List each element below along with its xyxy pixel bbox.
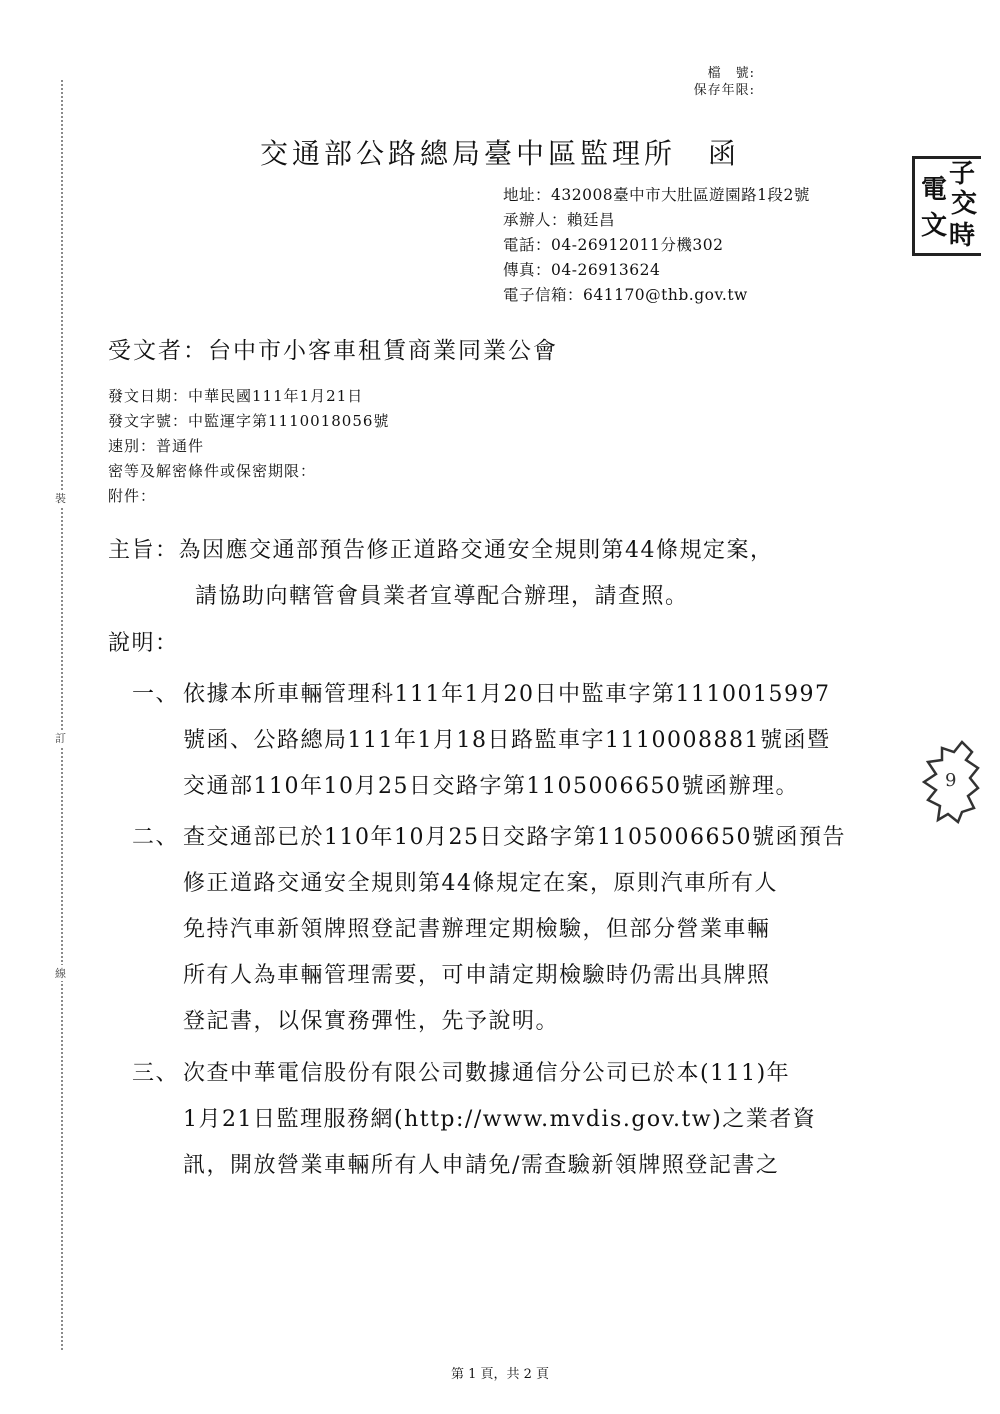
binding-mark-line: 線 <box>55 967 66 980</box>
item-line: 修正道路交通安全規則第44條規定在案，原則汽車所有人 <box>183 871 778 896</box>
contact-phone: 電話：04-26912011分機302 <box>503 236 724 254</box>
document-number: 發文字號：中監運字第1110018056號 <box>108 412 390 430</box>
stamp-char: 交 <box>951 189 978 219</box>
contact-address: 地址：432008臺中市大肚區遊園路1段2號 <box>503 186 810 204</box>
issue-date: 發文日期：中華民國111年1月21日 <box>108 387 364 405</box>
item-line: 訊，開放營業車輛所有人申請免/需查驗新領牌照登記書之 <box>183 1153 780 1178</box>
security-level: 密等及解密條件或保密期限： <box>108 462 317 480</box>
item-line: 依據本所車輛管理科111年1月20日中監車字第1110015997 <box>183 682 831 707</box>
item-line: 1月21日監理服務網(http://www.mvdis.gov.tw)之業者資 <box>183 1107 817 1132</box>
item-line: 免持汽車新領牌照登記書辦理定期檢驗，但部分營業車輛 <box>183 917 771 942</box>
item-line: 查交通部已於110年10月25日交路字第1105006650號函預告 <box>183 825 846 850</box>
seal-number: 9 <box>945 770 957 791</box>
binding-dotted-line <box>61 80 63 1350</box>
retention-label: 保存年限: <box>693 83 755 98</box>
item-line: 交通部110年10月25日交路字第1105006650號函辦理。 <box>183 774 799 799</box>
contact-officer: 承辦人：賴廷昌 <box>503 211 616 229</box>
stamp-char: 子 <box>949 159 976 189</box>
attachment: 附件： <box>108 487 157 505</box>
document-title: 交通部公路總局臺中區監理所 函 <box>259 137 740 170</box>
item-line: 號函、公路總局111年1月18日路監車字1110008881號函暨 <box>183 728 831 753</box>
speed-category: 速別：普通件 <box>108 437 205 455</box>
item-marker: 二、 <box>132 825 180 850</box>
item-marker: 三、 <box>132 1061 180 1086</box>
subject-line-1: 主旨：為因應交通部預告修正道路交通安全規則第44條規定案， <box>108 538 774 563</box>
item-line: 次查中華電信股份有限公司數據通信分公司已於本(111)年 <box>183 1061 791 1086</box>
contact-fax: 傳真：04-26913624 <box>503 261 661 279</box>
contact-email: 電子信箱：641170@thb.gov.tw <box>503 286 748 304</box>
stamp-char: 時 <box>949 221 976 251</box>
recipient: 受文者：台中市小客車租賃商業同業公會 <box>108 338 558 364</box>
subject-line-2: 請協助向轄管會員業者宣導配合辦理，請查照。 <box>195 584 689 609</box>
binding-mark-bind: 裝 <box>55 492 66 505</box>
item-line: 登記書，以保實務彈性，先予說明。 <box>183 1009 560 1034</box>
binding-mark-staple: 訂 <box>55 732 66 745</box>
file-number-label: 檔 號: <box>707 66 755 81</box>
electronic-document-stamp <box>912 156 981 256</box>
item-marker: 一、 <box>132 682 180 707</box>
explanation-label: 說明： <box>108 631 179 656</box>
page-footer: 第 1 頁，共 2 頁 <box>450 1367 550 1382</box>
stamp-char: 文 <box>921 211 948 241</box>
stamp-char: 電 <box>921 175 948 205</box>
item-line: 所有人為車輛管理需要，可申請定期檢驗時仍需出具牌照 <box>183 963 771 988</box>
